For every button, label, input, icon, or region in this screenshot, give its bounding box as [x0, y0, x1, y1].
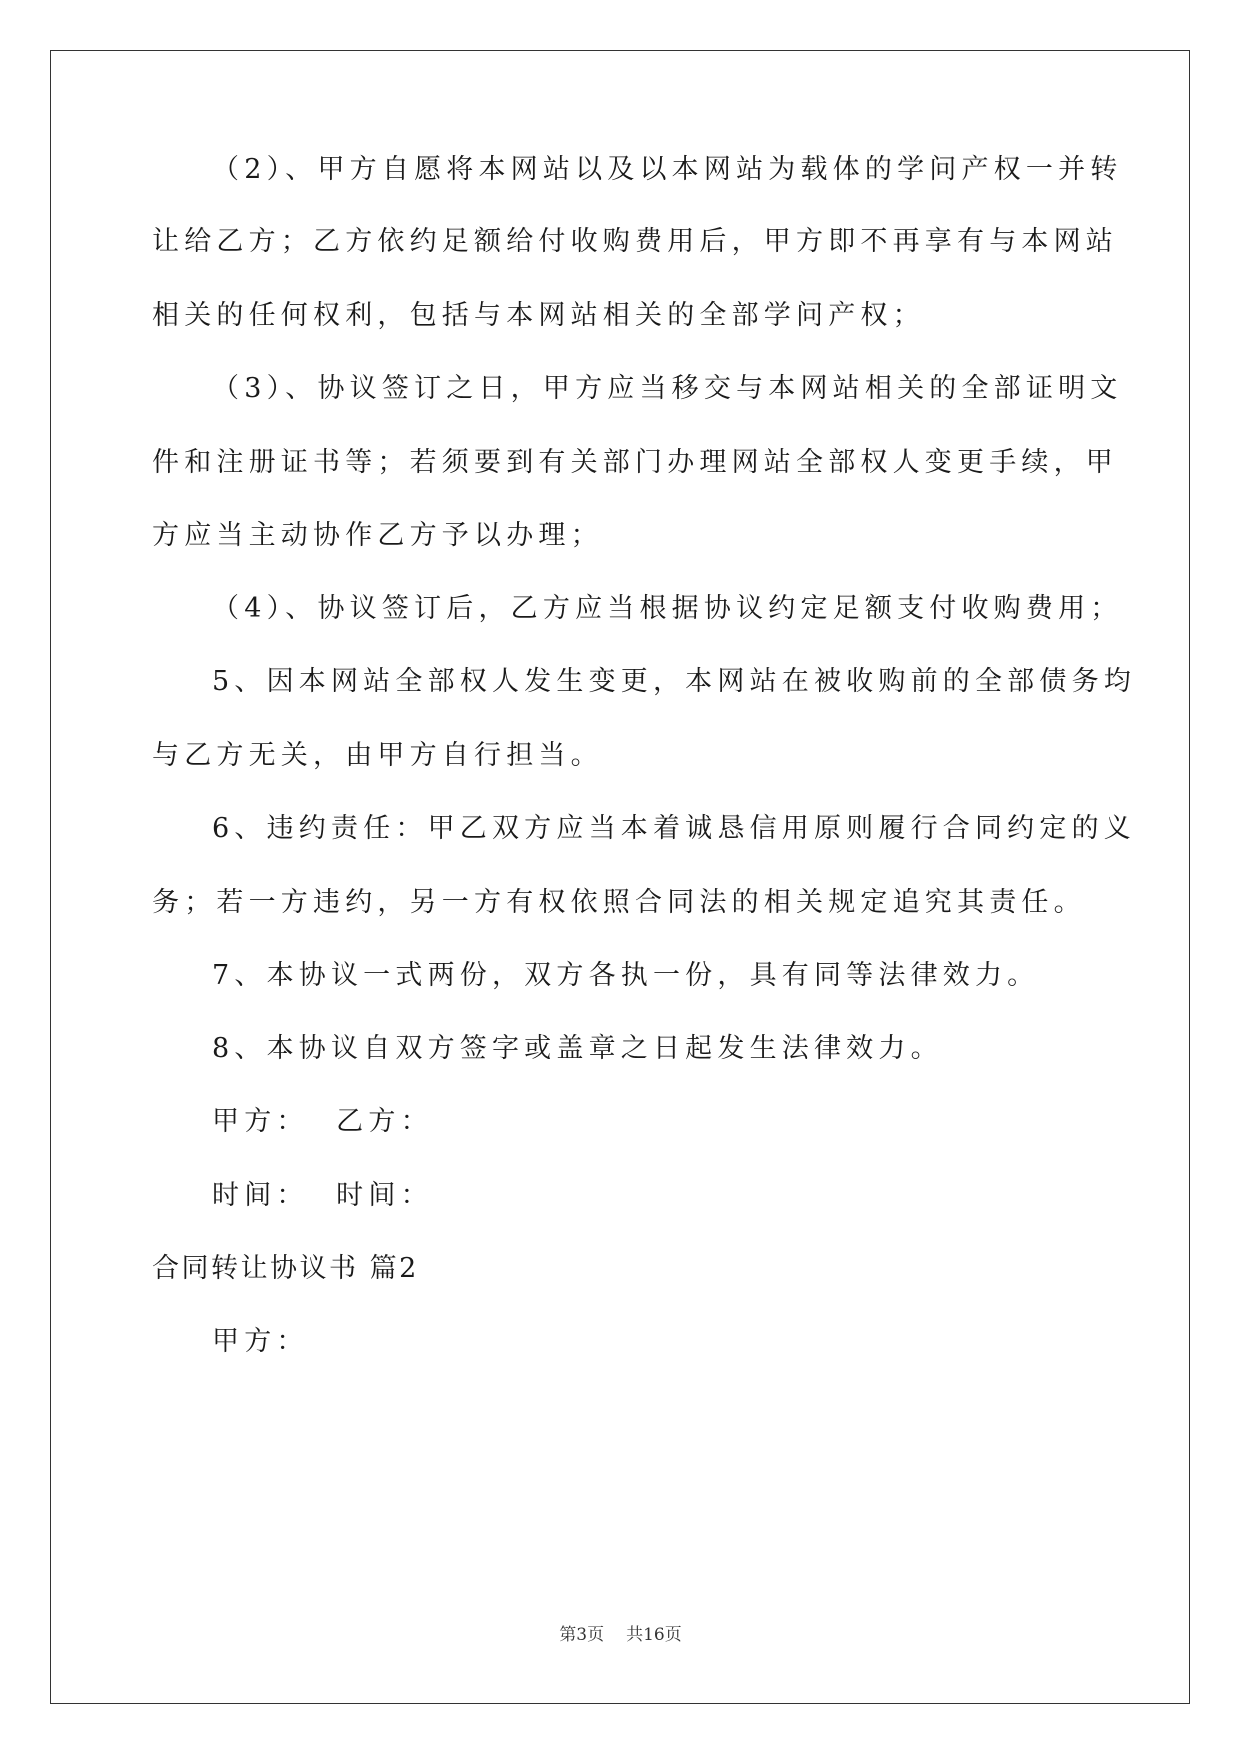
clause-7: 7、本协议一式两份，双方各执一份，具有同等法律效力。 [212, 960, 1040, 991]
paragraph-2-line-1: （2）、甲方自愿将本网站以及以本网站为载体的学问产权一并转 [212, 154, 1123, 185]
paragraph-3-line-3: 方应当主动协作乙方予以办理； [152, 520, 603, 551]
paragraph-4-line-1: （4）、协议签订后，乙方应当根据协议约定足额支付收购费用； [212, 593, 1123, 624]
page-total: 共16页 [626, 1625, 682, 1645]
paragraph-3-line-2: 件和注册证书等；若须要到有关部门办理网站全部权人变更手续，甲 [152, 447, 1118, 478]
clause-6-line-1: 6、违约责任：甲乙双方应当本着诚恳信用原则履行合同约定的义 [212, 813, 1136, 844]
paragraph-2-line-3: 相关的任何权利，包括与本网站相关的全部学问产权； [152, 300, 925, 331]
clause-5-line-2: 与乙方无关，由甲方自行担当。 [152, 740, 603, 771]
signature-parties: 甲方： 乙方： [212, 1106, 433, 1137]
section-heading: 合同转让协议书 篇2 [152, 1253, 419, 1284]
signature-dates: 时间： 时间： [212, 1180, 433, 1211]
page-number: 第3页 [559, 1625, 605, 1645]
clause-5-line-1: 5、因本网站全部权人发生变更，本网站在被收购前的全部债务均 [212, 666, 1136, 697]
clause-8: 8、本协议自双方签字或盖章之日起发生法律效力。 [212, 1033, 943, 1064]
paragraph-2-line-2: 让给乙方；乙方依约足额给付收购费用后，甲方即不再享有与本网站 [152, 226, 1118, 257]
page-footer [0, 1620, 1241, 1645]
paragraph-3-line-1: （3）、协议签订之日，甲方应当移交与本网站相关的全部证明文 [212, 373, 1123, 404]
party-a-label: 甲方： [212, 1326, 309, 1357]
clause-6-line-2: 务；若一方违约，另一方有权依照合同法的相关规定追究其责任。 [152, 887, 1086, 918]
